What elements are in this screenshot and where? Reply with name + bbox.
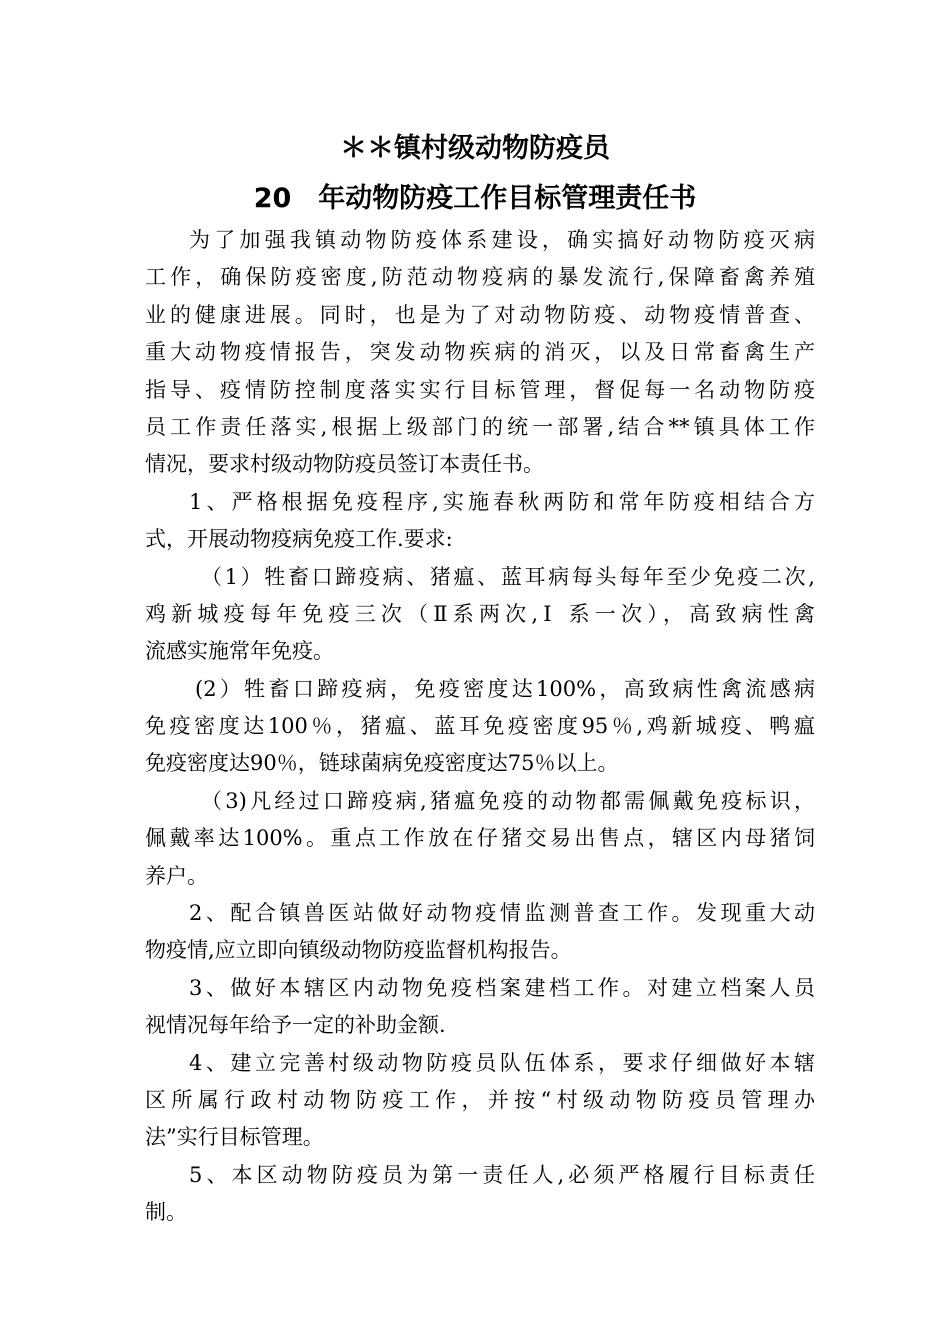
body-line: 养户。 xyxy=(145,863,208,888)
body-line: 鸡新城疫每年免疫三次（Ⅱ系两次,Ⅰ 系一次），高致病性禽 xyxy=(145,601,815,626)
document-title-line-1: ＊＊镇村级动物防疫员 xyxy=(340,133,610,164)
body-line: 工作，确保防疫密度,防范动物疫病的暴发流行,保障畜禽养殖 xyxy=(145,265,815,290)
body-line: 5、本区动物防疫员为第一责任人,必须严格履行目标责任 xyxy=(189,1162,815,1187)
body-line: 流感实施常年免疫。 xyxy=(145,639,334,664)
body-line: 业的健康进展。同时，也是为了对动物防疫、动物疫情普查、 xyxy=(145,302,815,327)
body-line: 重大动物疫情报告，突发动物疾病的消灭，以及日常畜禽生产 xyxy=(145,340,815,365)
body-line: 3、做好本辖区内动物免疫档案建档工作。对建立档案人员 xyxy=(189,975,815,1000)
body-line: （3)凡经过口蹄疫病,猪瘟免疫的动物都需佩戴免疫标识， xyxy=(201,788,815,813)
body-line: 制。 xyxy=(145,1200,187,1225)
body-line: 指导、疫情防控制度落实实行目标管理，督促每一名动物防疫 xyxy=(145,377,815,402)
body-line: 视情况每年给予一定的补助金额. xyxy=(145,1013,446,1038)
body-line: 情况，要求村级动物防疫员签订本责任书。 xyxy=(145,452,544,477)
body-line: 物疫情,应立即向镇级动物防疫监督机构报告。 xyxy=(145,938,572,963)
body-line: 免疫密度达90％，链球菌病免疫密度达75％以上。 xyxy=(145,751,619,776)
body-line: 1、严格根据免疫程序,实施春秋两防和常年防疫相结合方 xyxy=(189,489,815,514)
body-line: (2）牲畜口蹄疫病，免疫密度达100%，高致病性禽流感病 xyxy=(195,676,815,701)
body-line: 区所属行政村动物防疫工作，并按“村级动物防疫员管理办 xyxy=(145,1087,815,1112)
body-line: 免疫密度达100％，猪瘟、蓝耳免疫密度95％,鸡新城疫、鸭瘟 xyxy=(145,714,815,739)
document-title-line-2: 20 年动物防疫工作目标管理责任书 xyxy=(253,183,697,214)
body-line: 员工作责任落实,根据上级部门的统一部署,结合**镇具体工作 xyxy=(145,414,815,439)
body-line: 法”实行目标管理。 xyxy=(145,1125,324,1150)
body-line: 2、配合镇兽医站做好动物疫情监测普查工作。发现重大动 xyxy=(189,901,815,926)
body-line: 式，开展动物疫病免疫工作.要求: xyxy=(145,527,453,552)
body-line: 佩戴率达100%。重点工作放在仔猪交易出售点，辖区内母猪饲 xyxy=(145,826,815,851)
document-body xyxy=(145,222,815,1232)
body-line: 4、建立完善村级动物防疫员队伍体系，要求仔细做好本辖 xyxy=(189,1050,815,1075)
body-line: （1）牲畜口蹄疫病、猪瘟、蓝耳病每头每年至少免疫二次, xyxy=(201,564,815,589)
body-line: 为了加强我镇动物防疫体系建设，确实搞好动物防疫灭病 xyxy=(189,228,815,252)
